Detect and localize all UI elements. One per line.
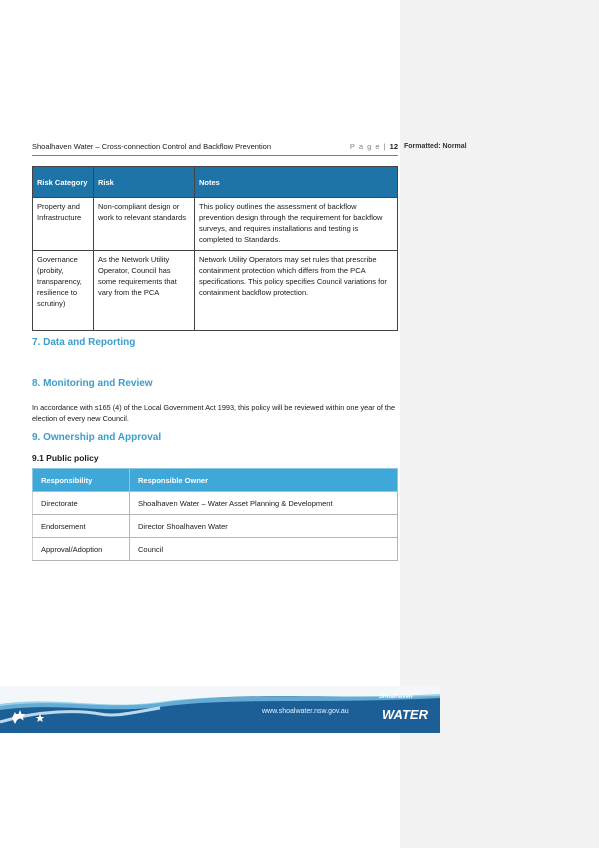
logo-water-text: WATER [382,707,428,722]
wave-graphic [0,686,440,733]
header-risk: Risk [94,167,195,198]
notes-cell: This policy outlines the assessment of backflow prevention design through the requirement for backflow surveys, and requires installations and testing is completed to Standards. [195,198,398,251]
risk-table-header [33,167,398,198]
section-heading-8: 8. Monitoring and Review [32,378,153,389]
owner-cell: Shoalhaven Water – Water Asset Planning & Development [130,492,398,515]
header-responsible-owner: Responsible Owner [130,469,398,492]
header-risk-category: Risk Category [33,167,94,198]
responsibility-cell: Approval/Adoption [33,538,130,561]
website-url: www.shoalwater.nsw.gov.au [262,708,349,715]
page-number [350,142,398,151]
notes-cell: Network Utility Operators may set rules that prescribe containment protection which differs from the PCA specifications. This policy specifies Council variations for containment backflow protection. [195,251,398,331]
responsibility-cell: Endorsement [33,515,130,538]
owner-cell: Council [130,538,398,561]
logo-shoalhaven-text: Shoalhaven [379,694,413,700]
ownership-table [32,468,398,561]
table-row [33,538,398,561]
page-label: P a g e | [349,142,387,151]
risk-category-cell: Governance (probity, transparency, resilience to scrutiny) [33,251,94,331]
table-row [33,492,398,515]
table-row [33,198,398,251]
section-heading-9: 9. Ownership and Approval [32,432,162,443]
footer-banner [0,686,440,733]
header-title: Shoalhaven Water – Cross-connection Control and Backflow Prevention [32,142,272,151]
header-notes: Notes [195,167,398,198]
header-responsibility: Responsibility [33,469,130,492]
owner-cell: Director Shoalhaven Water [130,515,398,538]
risk-cell: Non-compliant design or work to relevant standards [94,198,195,251]
page-number-value: 12 [389,142,398,151]
responsibility-cell: Directorate [33,492,130,515]
risk-category-cell: Property and Infrastructure [33,198,94,251]
subsection-heading-9-1: 9.1 Public policy [32,453,99,463]
section-8-text: In accordance with s165 (4) of the Local Government Act 1993, this policy will be reviewed within one year of the election of every new Council. [32,403,396,424]
page-header [32,141,398,156]
table-row [33,515,398,538]
comment-label: Formatted: Normal [404,143,467,150]
risk-cell: As the Network Utility Operator, Council has some requirements that vary from the PCA [94,251,195,331]
ownership-table-header [33,469,398,492]
risk-table [32,166,398,331]
table-row [33,251,398,331]
section-heading-7: 7. Data and Reporting [32,337,136,348]
